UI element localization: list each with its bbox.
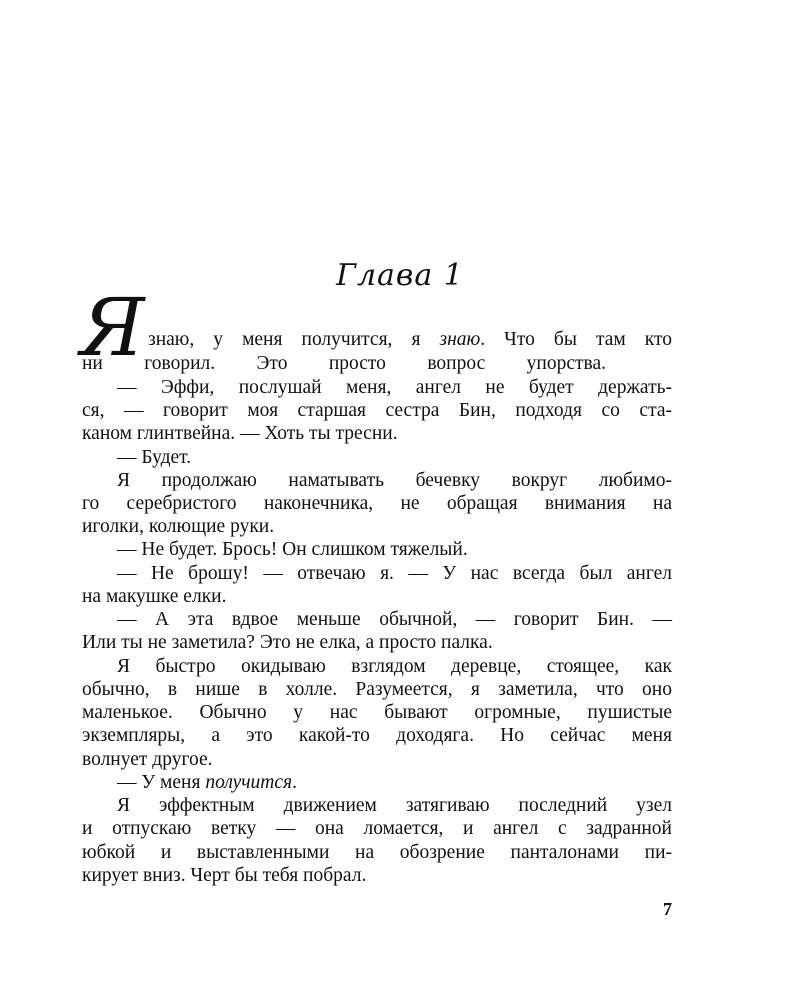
text-line: Я эффектным движением затягиваю последний узел <box>117 795 672 816</box>
text-line: го серебристого наконечника, не обращая внимания на <box>82 493 672 514</box>
text-line: и отпускаю ветку — она ломается, и ангел с задранной <box>82 818 672 839</box>
text-segment: . <box>292 772 297 793</box>
text-line: обычно, в нише в холле. Разумеется, я заметила, что оно <box>82 679 672 700</box>
emphasis-text: получится <box>205 772 293 793</box>
text-line: — Не будет. Брось! Он слишком тяжелый. <box>117 539 468 560</box>
chapter-title: Глава 1 <box>336 258 464 293</box>
text-line: юбкой и выставленными на обозрение панталонами пи- <box>82 842 672 863</box>
page-number: 7 <box>663 899 672 919</box>
text-line: — Не брошу! — отвечаю я. — У нас всегда был ангел <box>117 563 672 584</box>
text-line: ни говорил. Это просто вопрос упорства. <box>82 353 606 374</box>
emphasis-text: знаю <box>439 329 481 350</box>
text-line: кирует вниз. Черт бы тебя побрал. <box>82 865 367 886</box>
text-segment: . Что бы там кто <box>480 329 672 350</box>
text-line: каном глинтвейна. — Хоть ты тресни. <box>82 423 398 444</box>
text-line: иголки, колющие руки. <box>82 516 275 537</box>
text-line: экземпляры, а это какой-то доходяга. Но сейчас меня <box>82 725 672 746</box>
text-line <box>148 328 672 351</box>
text-line: Или ты не заметила? Это не елка, а просто палка. <box>82 632 493 653</box>
text-line: Я быстро окидываю взглядом деревце, стоящее, как <box>117 656 672 677</box>
drop-cap-letter: Я <box>80 281 145 374</box>
text-line: Я продолжаю наматывать бечевку вокруг любимо- <box>117 470 672 491</box>
text-segment: знаю, у меня получится, я <box>148 329 440 350</box>
text-line: на макушке елки. <box>82 586 227 607</box>
text-line: — Будет. <box>117 447 192 468</box>
text-segment: — У меня <box>117 772 206 793</box>
text-line: волнует другое. <box>82 749 213 770</box>
text-line: ся, — говорит моя старшая сестра Бин, подходя со ста- <box>82 400 672 421</box>
text-line: маленькое. Обычно у нас бывают огромные, пушистые <box>82 702 672 723</box>
text-line <box>117 771 297 794</box>
text-line: — Эффи, послушай меня, ангел не будет держать- <box>117 377 672 398</box>
text-line: — А эта вдвое меньше обычной, — говорит Бин. — <box>117 609 672 630</box>
